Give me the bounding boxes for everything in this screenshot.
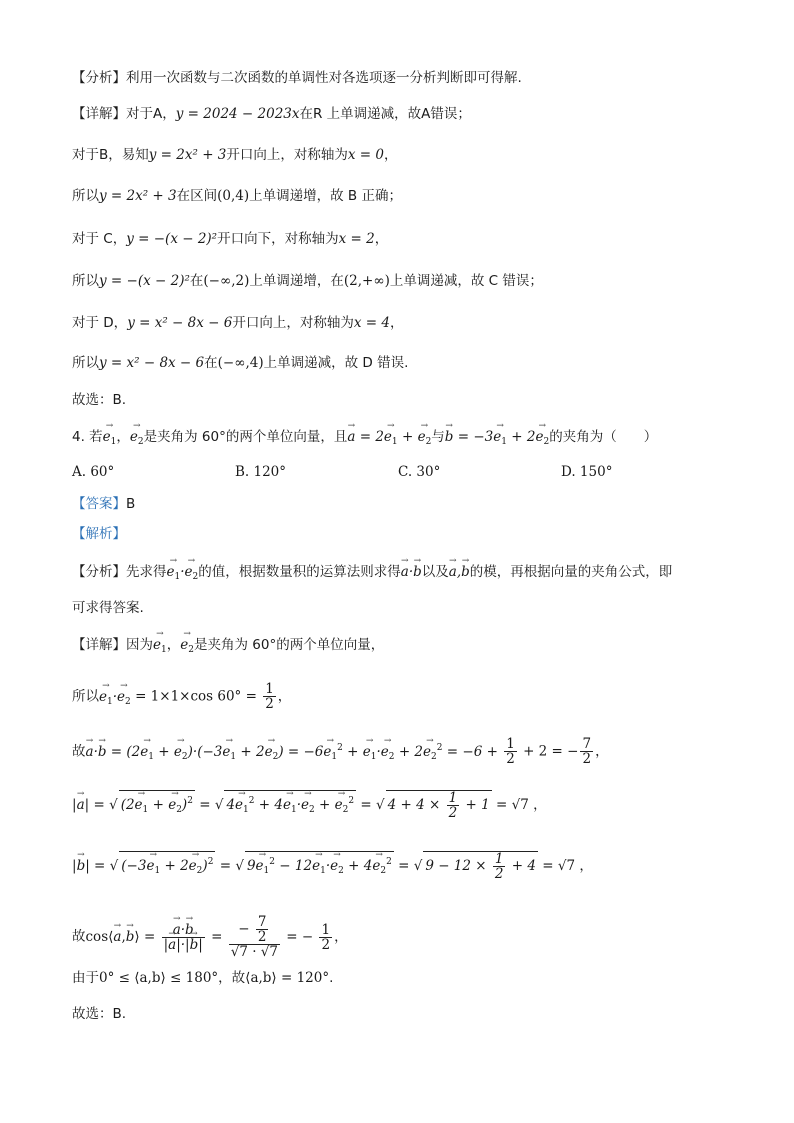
text: 在R 上单调递减，故A错误； xyxy=(299,106,471,122)
formula: y = x² − 8x − 6 xyxy=(127,315,233,331)
formula: x = 0 xyxy=(347,147,384,163)
detail-tag: 【详解】 xyxy=(72,106,126,122)
angle-range: 0° ≤ ⟨a,b⟩ ≤ 180° xyxy=(99,970,219,986)
text: 开口向下，对称轴为 xyxy=(217,231,339,247)
formula: x = 2 xyxy=(338,231,375,247)
formula-5 xyxy=(72,915,722,959)
analysis-header-tag: 【解析】 xyxy=(72,526,126,542)
analysis-tag: 【分析】 xyxy=(72,70,126,86)
interval: (−∞,2) xyxy=(203,273,250,289)
formula-1: 所以→ $e_1\cdot\to e_2 = 1\times 1\times\cos$ 60° = $\frac{1}{2}$ ， xyxy=(72,682,722,712)
vectors-ab: → a,→ b xyxy=(449,564,470,580)
formula: y = −(x − 2)² xyxy=(126,231,218,247)
text: 所以 xyxy=(72,688,99,705)
option-a: A. 60° xyxy=(72,464,115,480)
formula-2: 故→ $a\cdot\to b = (2\to e_1$ + → $e_2)\cdot(-3\to e_1 + 2\to e_2) = -6\to e_1^2$ + → $e_1\cdot\to e_2 + 2\to e_2^2 = -6$ + $\frac{1}{2}$ + 2 = − $\frac{7}{2}$ ， xyxy=(72,737,722,767)
formula: y = 2x² + 3 xyxy=(99,188,177,204)
dot-product-ab: → a·→ b xyxy=(401,564,422,580)
formula: y = 2024 − 2023x xyxy=(175,106,300,122)
text: 因为 xyxy=(126,637,153,653)
text: 上单调递增，在 xyxy=(249,273,344,289)
dot-product-e: → $e_1\cdot\to e_2$ xyxy=(99,689,131,705)
detail-line-6 xyxy=(72,313,722,333)
text: 对于A， xyxy=(126,106,176,122)
analysis-line-1 xyxy=(72,68,722,88)
text: 先求得 xyxy=(126,564,167,580)
vector-e2: → $e_2$ xyxy=(130,427,144,452)
text: 上单调递减，故 C 错误； xyxy=(389,273,543,289)
text: 在 xyxy=(189,273,204,289)
options-row xyxy=(72,462,722,482)
formula-4 xyxy=(72,851,722,881)
answer-value: B xyxy=(126,496,136,512)
cosine-formula: cos⟨→ a,→ b⟩ = → $\frac{a\cdot\to b}{|\to a|\cdot|\to b|}$ = − $\frac{7}{2}$ √7 · √7 = − $\frac{1}{2}$ ， xyxy=(86,929,348,945)
text: 开口向上，对称轴为 xyxy=(232,315,354,331)
vector-a-def: → $a = 2\to e_1$ + → $e_2$ xyxy=(347,429,431,445)
text: . xyxy=(329,970,334,986)
analysis-tag: 【分析】 xyxy=(72,564,126,580)
text: 故 xyxy=(72,928,86,945)
text: 对于B，易知 xyxy=(72,147,149,163)
magnitude-b: |→ b| = √ $(-3\to e_1 + 2\to e_2)^2$ = √ $9\to e_1^2 - 12\to e_1\cdot\to e_2 + 4\to e_2^2$ = √ 9 − 12 × $\frac{1}{2}$ + 4 xyxy=(72,858,538,874)
text: ， xyxy=(384,147,398,163)
question-number: 4. 若 xyxy=(72,429,103,445)
text: 对于 C， xyxy=(72,231,127,247)
dot-product-e: → $e_1\cdot\to e_2$ xyxy=(167,564,199,580)
text: 是夹角为 60°的两个单位向量，且 xyxy=(143,429,348,445)
vector-e2: → $e_2$ xyxy=(180,635,194,660)
equation: + 2 = − xyxy=(518,743,579,760)
choice-line-2: 故选：B. xyxy=(72,1006,127,1022)
detail-line-3 xyxy=(72,186,722,206)
text: 的夹角为（ ） xyxy=(549,429,658,445)
angle-result: ⟨a,b⟩ = 120° xyxy=(245,970,330,986)
answer-line xyxy=(72,494,722,514)
analysis-text: 利用一次函数与二次函数的单调性对各选项逐一分析判断即可得解. xyxy=(126,70,522,86)
detail-line-4 xyxy=(72,229,722,249)
text: 开口向上，对称轴为 xyxy=(226,147,348,163)
formula: y = x² − 8x − 6 xyxy=(99,355,205,371)
formula: y = 2x² + 3 xyxy=(148,147,227,163)
analysis-2-line-1 xyxy=(72,562,722,587)
text: 所以 xyxy=(72,273,99,289)
detail-tag: 【详解】 xyxy=(72,637,126,653)
formula-3 xyxy=(72,790,722,820)
text: ，故 xyxy=(218,970,246,986)
interval: (0,4) xyxy=(217,188,250,204)
option-d: D. 150° xyxy=(561,464,613,480)
detail-line-7 xyxy=(72,353,722,373)
detail-line-1 xyxy=(72,104,722,124)
text: 故 xyxy=(72,743,86,760)
text: 在 xyxy=(204,355,218,371)
answer-tag: 【答案】 xyxy=(72,496,126,512)
question-4: 4. 若→ $e_1$，→ $e_2$是夹角为 60°的两个单位向量，且→ $a = 2\to e_1$ + → $e_2$与→ $b = -3\to e_1 + 2\to e_2$的夹角为（ ） xyxy=(72,427,722,452)
formula: y = −(x − 2)² xyxy=(99,273,190,289)
option-c: C. 30° xyxy=(398,464,441,480)
interval: (−∞,4) xyxy=(217,355,264,371)
option-b: B. 120° xyxy=(235,464,287,480)
text: 与 xyxy=(431,429,445,445)
equation: = 1×1×cos 60° = xyxy=(135,688,257,705)
text: 的模，再根据向量的夹角公式，即 xyxy=(469,564,673,580)
text: 由于 xyxy=(72,970,99,986)
fraction-seven-halves: $\frac{7}{2}$ xyxy=(582,736,592,767)
formula: x = 4 xyxy=(353,315,390,331)
text: 所以 xyxy=(72,188,99,204)
text: 所以 xyxy=(72,355,99,371)
choice-line: 故选：B. xyxy=(72,392,127,408)
analysis-2-line-2: 可求得答案. xyxy=(72,600,144,616)
text: ， xyxy=(374,231,389,247)
analysis-header xyxy=(72,524,722,544)
text: 上单调递增，故 B 正确； xyxy=(249,188,402,204)
text: 上单调递减，故 D 错误. xyxy=(263,355,409,371)
text: 的值，根据数量积的运算法则求得 xyxy=(198,564,401,580)
interval: (2,+∞) xyxy=(343,273,390,289)
vector-e1: → $e_1$ xyxy=(103,427,117,452)
detail-line-5 xyxy=(72,271,722,291)
fraction-half: $\frac{1}{2}$ xyxy=(265,681,274,712)
text: 是夹角为 60°的两个单位向量， xyxy=(193,637,385,653)
equation: = √7 ， xyxy=(542,858,593,874)
detail-line-2 xyxy=(72,145,722,165)
detail-2-line-1: 【详解】因为→ $e_1$，→ $e_2$是夹角为 60°的两个单位向量， xyxy=(72,635,722,660)
equation: = √7 ， xyxy=(496,797,547,813)
text: ， xyxy=(389,315,404,331)
magnitude-a: |→ a| = √ ($2\to e_1$ + → $e_2)^2$ = √ $4\to e_1^2 + 4\to e_1\cdot\to e_2$ + → $e_2^2$ = √ 4 + 4 × $\frac{1}{2}$ + 1 xyxy=(72,797,492,813)
fraction-half: $\frac{1}{2}$ xyxy=(506,736,515,767)
formula-6 xyxy=(72,968,722,988)
text: 以及 xyxy=(421,564,449,580)
text: 在区间 xyxy=(176,188,218,204)
text: 对于 D， xyxy=(72,315,128,331)
dot-product-expansion: → $a\cdot\to b = (2\to e_1$ + → $e_2)\cdot(-3\to e_1 + 2\to e_2) = -6\to e_1^2$ + → $e_1\cdot\to e_2 + 2\to e_2^2 = -6$ + xyxy=(86,744,503,760)
vector-b-def: → $b = -3\to e_1 + 2\to e_2$ xyxy=(445,429,549,445)
vector-e1: → $e_1$ xyxy=(153,635,167,660)
